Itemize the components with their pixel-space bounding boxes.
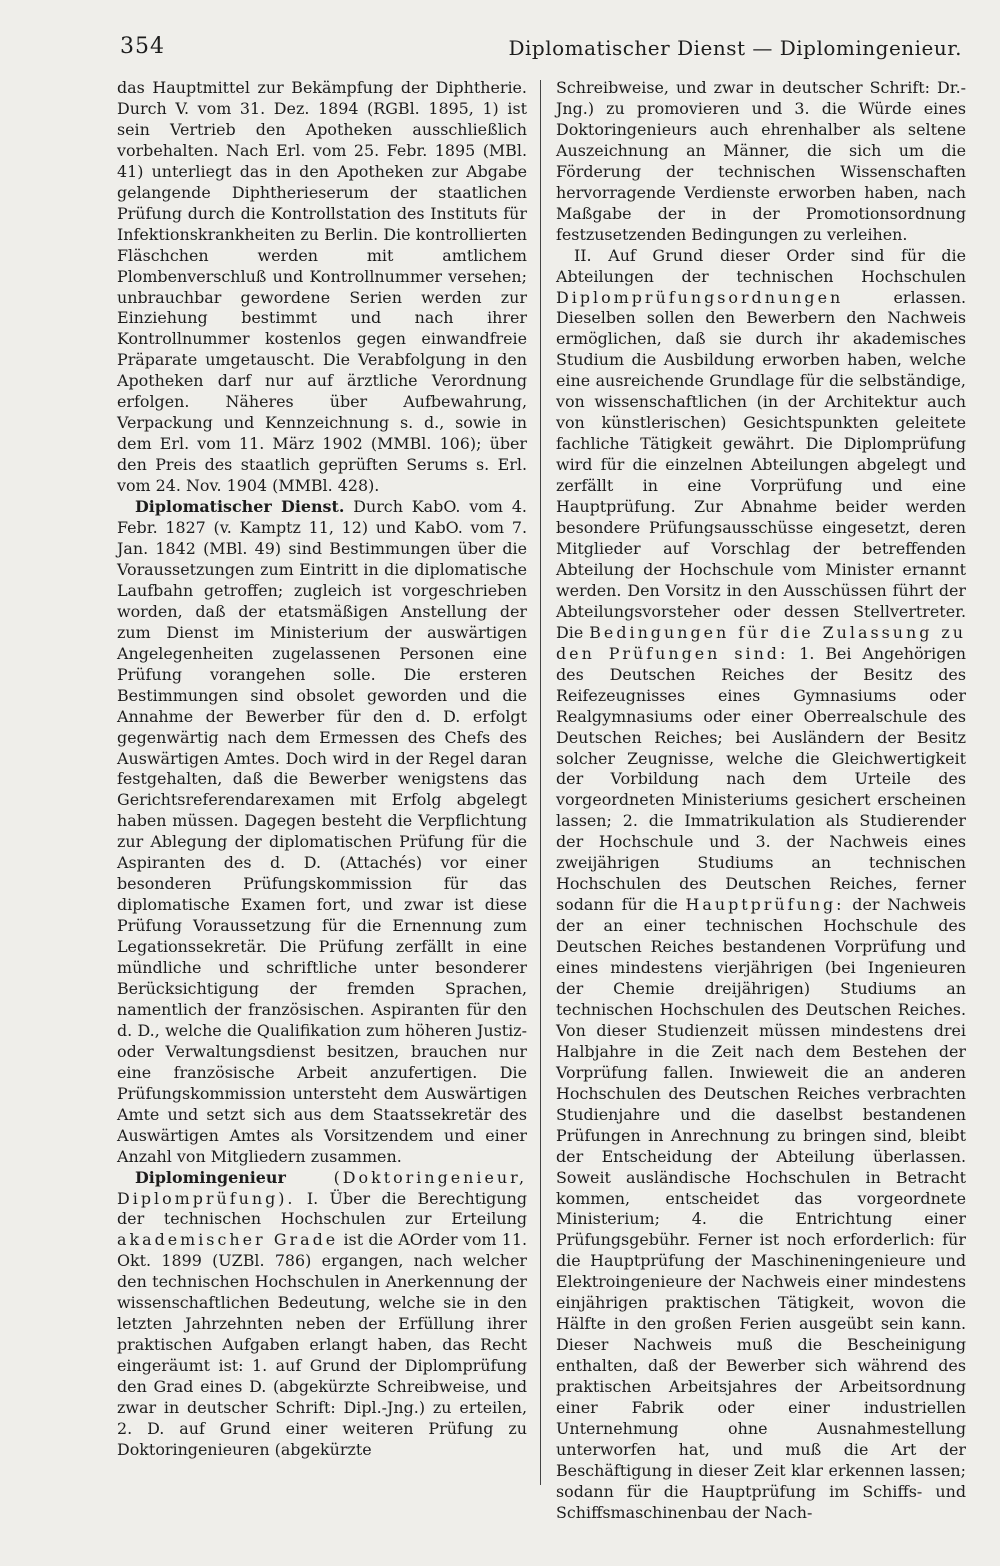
entry-text: I. Über die Berechtigung der technischen Hochschulen zur Erteilung [117, 1188, 527, 1229]
paragraph-text: erlassen. Dieselben sollen den Bewerbern den Nachweis ermöglichen, daß sie durch ihr akademisches Studium die Ausbildung erworben haben, welche eine ausreichende Grundlage für die selbständige, von wissenschaftlichen (in der Architektur auch von künstlerischen) Gesichtspunkten geleitete fachliche Tätigkeit gewährt. Die Diplomprüfung wird für die einzelnen Abteilungen abgelegt und zerfällt in eine Vorprüfung und eine Hauptprüfung. Zur Abnahme beider werden besondere Prüfungsausschüsse eingesetzt, deren Mitglieder auf Vorschlag der betreffenden Abteilung der Hochschule vom Minister ernannt werden. Den Vorsitz in den Ausschüssen führt der Abteilungsvorsteher oder dessen Stellvertreter. Die [556, 287, 966, 642]
page-number: 354 [120, 34, 165, 59]
diplomprufung-paragraph [556, 246, 966, 1524]
entry-text: Durch KabO. vom 4. Febr. 1827 (v. Kamptz 11, 12) und KabO. vom 7. Jan. 1842 (MBl. 49) sind Bestimmungen über die Voraussetzungen zum Eintritt in die diplomatische Laufbahn getroffen; zugleich ist vorgeschrieben worden, daß der etatsmäßigen Anstellung der zum Dienst im Ministerium der auswärtigen Angelegenheiten zugelassenen Personen eine Prüfung vorangehen solle. Die ersteren Bestimmungen sind obsolet geworden und die Annahme der Bewerber für den d. D. erfolgt gegenwärtig nach dem Ermessen des Chefs des Auswärtigen Amtes. Doch wird in der Regel daran festgehalten, daß die Bewerber wenigstens das Gerichtsreferendarexamen mit Erfolg abgelegt haben müssen. Dagegen besteht die Verpflichtung zur Ablegung der diplomatischen Prüfung für die Aspiranten des d. D. (Attachés) vor einer besonderen Prüfungskommission für das diplomatische Examen fort, und zwar ist diese Prüfung Voraussetzung für die Ernennung zum Legationssekretär. Die Prüfung zerfällt in eine mündliche und schriftliche unter besonderer Berücksichtigung der fremden Sprachen, namentlich der französischen. Aspiranten für den d. D., welche die Qualifikation zum höheren Justiz- oder Verwaltungsdienst besitzen, brauchen nur eine französische Arbeit anzufertigen. Die Prüfungskommission untersteht dem Auswärtigen Amte und setzt sich aus dem Staatssekretär des Auswärtigen Amtes als Vorsitzendem und einer Anzahl von Mitgliedern zusammen. [117, 497, 527, 1166]
entry-headword: Diplomatischer Dienst. [135, 497, 345, 517]
spaced-emphasis: Bedingungen für die Zulassung zu den Prüfungen sind: [556, 622, 967, 663]
paragraph-text: II. Auf Grund dieser Order sind für die Abteilungen der technischen Hochschulen [556, 245, 966, 286]
entry-text: ist die AOrder vom 11. Okt. 1899 (UZBl. 786) ergangen, nach welcher den technischen Hochschulen in Anerkennung der wissenschaftlichen Bedeutung, welche sie in den letzten Jahrzehnten neben der Erfüllung ihrer praktischen Aufgaben erlangt haben, das Recht eingeräumt ist: 1. auf Grund der Diplomprüfung den Grad eines D. (abgekürzte Schreibweise, und zwar in deutscher Schrift: Dipl.-Jng.) zu erteilen, 2. D. auf Grund einer weiteren Prüfung zu Doktoringenieuren (abgekürzte [117, 1230, 527, 1459]
entry-parenthetical: (Doktoringenieur, Diplomprüfung). [117, 1167, 527, 1208]
spaced-emphasis: Diplomprüfungsordnungen [556, 287, 844, 307]
right-column [556, 78, 967, 1522]
column-divider [540, 80, 541, 1485]
entry-diplomingenieur [117, 1168, 527, 1461]
diphtheria-continuation-paragraph: das Hauptmittel zur Bekämpfung der Diphtherie. Durch V. vom 31. Dez. 1894 (RGBl. 1895, 1) ist sein Vertrieb den Apotheken ausschließlich vorbehalten. Nach Erl. vom 25. Febr. 1895 (MBl. 41) unterliegt das in den Apotheken zur Abgabe gelangende Diphtherieserum der staatlichen Prüfung durch die Kontrollstation des Instituts für Infektionskrankheiten zu Berlin. Die kontrollierten Fläschchen werden mit amtlichem Plombenverschluß und Kontrollnummer versehen; unbrauchbar gewordene Serien werden zur Einziehung bestimmt und nach ihrer Kontrollnummer kostenlos gegen einwandfreie Präparate umgetauscht. Die Verabfolgung in den Apotheken darf nur auf ärztliche Verordnung erfolgen. Näheres über Aufbewahrung, Verpackung und Kennzeichnung s. d., sowie in dem Erl. vom 11. März 1902 (MMBl. 106); über den Preis des staatlich geprüften Serums s. Erl. vom 24. Nov. 1904 (MMBl. 428). [117, 78, 527, 496]
paragraph-text: der Nachweis der an einer technischen Hochschule des Deutschen Reiches bestandenen Vorprüfung und eines mindestens vierjährigen (bei Ingenieuren der Chemie dreijährigen) Studiums an technischen Hochschulen des Deutschen Reiches. Von dieser Studienzeit müssen mindestens drei Halbjahre in die Zeit nach dem Bestehen der Vorprüfung fallen. Inwieweit die an anderen Hochschulen des Deutschen Reiches verbrachten Studienjahre und die daselbst bestandenen Prüfungen in Anrechnung zu bringen sind, bleibt der Entscheidung der Abteilung überlassen. Soweit ausländische Hochschulen in Betracht kommen, entscheidet das vorgeordnete Ministerium; 4. die Entrichtung einer Prüfungsgebühr. Ferner ist noch erforderlich: für die Hauptprüfung der Maschineningenieure und Elektroingenieure der Nachweis einer mindestens einjährigen praktischen Tätigkeit, wovon die Hälfte in den großen Ferien ausgeübt sein kann. Dieser Nachweis muß die Bescheinigung enthalten, daß der Bewerber sich während des praktischen Arbeitsjahres der Arbeitsordnung einer Fabrik oder einer industriellen Unternehmung ohne Ausnahmestellung unterworfen hat, und muß die Art der Beschäftigung in dieser Zeit klar erkennen lassen; sodann für die Hauptprüfung im Schiffs- und Schiffsmaschinenbau der Nach- [556, 895, 966, 1522]
entry-headword: Diplomingenieur [135, 1167, 286, 1187]
running-head: Diplomatischer Dienst — Diplomingenieur. [508, 36, 962, 60]
spaced-emphasis: Hauptprüfung: [685, 895, 845, 915]
promotion-paragraph: Schreibweise, und zwar in deutscher Schrift: Dr.-Jng.) zu promovieren und 3. die Würde eines Doktoringenieurs auch ehrenhalber als seltene Auszeichnung an Männer, die sich um die Förderung der technischen Wissenschaften hervorragende Verdienste erworben haben, nach Maßgabe der in der Promotionsordnung festzusetzenden Bedingungen zu verleihen. [556, 78, 966, 244]
left-column [117, 78, 527, 1478]
entry-diplomatischer-dienst [117, 497, 527, 1168]
page-header [120, 30, 962, 70]
spaced-emphasis: akademischer Grade [117, 1230, 339, 1250]
paragraph-text: 1. Bei Angehörigen des Deutschen Reiches der Besitz des Reifezeugnisses eines Gymnasiums oder Realgymnasiums oder einer Oberrealschule des Deutschen Reiches; bei Ausländern der Besitz solcher Zeugnisse, welche die Gleichwertigkeit der Vorbildung nach dem Urteile des vorgeordneten Ministeriums gesichert erscheinen lassen; 2. die Immatrikulation als Studierender der Hochschule und 3. der Nachweis eines zweijährigen Studiums an technischen Hochschulen des Deutschen Reiches, ferner sodann für die [556, 643, 967, 915]
